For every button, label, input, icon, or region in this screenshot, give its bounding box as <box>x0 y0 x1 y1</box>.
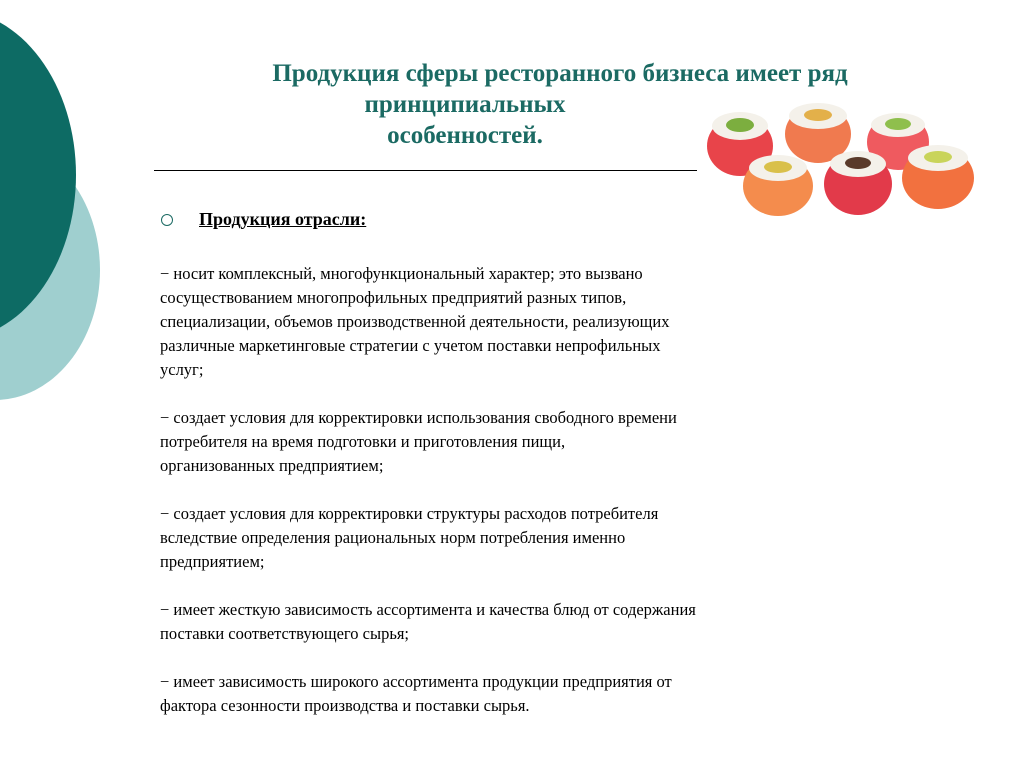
sushi-roll <box>743 155 813 216</box>
list-item <box>160 598 840 646</box>
bullet-circle-icon <box>161 214 173 226</box>
text-line: потребителя на время подготовки и приготовления пищи, <box>160 432 566 451</box>
text-line: сосуществованием многопрофильных предприятий разных типов, <box>160 288 627 307</box>
text-line: предприятием; <box>160 552 265 571</box>
title-line: особенностей. <box>387 122 543 149</box>
list-item <box>160 670 840 718</box>
text-line: − имеет жесткую зависимость ассортимента и качества блюд от содержания <box>160 600 696 619</box>
text-line: услуг; <box>160 360 204 379</box>
text-line: организованных предприятием; <box>160 456 384 475</box>
section-heading: Продукция отрасли: <box>199 209 367 229</box>
text-line: − создает условия для корректировки структуры расходов потребителя <box>160 504 659 523</box>
text-line: − имеет зависимость широкого ассортимента продукции предприятия от <box>160 672 672 691</box>
title-line: принципиальных <box>364 91 566 118</box>
sushi-roll <box>902 145 974 209</box>
text-line: − носит комплексный, многофункциональный характер; это вызвано <box>160 264 643 283</box>
text-line: поставки соответствующего сырья; <box>160 624 410 643</box>
text-line: фактора сезонности производства и поставки сырья. <box>160 696 530 715</box>
list-item <box>160 262 840 382</box>
list-item <box>160 406 840 478</box>
title-underline <box>154 170 697 171</box>
body-text <box>160 262 840 742</box>
text-line: специализации, объемов производственной деятельности, реализующих <box>160 312 670 331</box>
sushi-roll <box>824 151 892 215</box>
title-line: Продукция сферы ресторанного бизнеса имеет ряд <box>272 60 848 87</box>
text-line: вследствие определения рациональных норм потребления именно <box>160 528 626 547</box>
text-line: различные маркетинговые стратегии с учетом поставки непрофильных <box>160 336 661 355</box>
list-item <box>160 502 840 574</box>
text-line: − создает условия для корректировки использования свободного времени <box>160 408 677 427</box>
sushi-image <box>700 98 990 228</box>
